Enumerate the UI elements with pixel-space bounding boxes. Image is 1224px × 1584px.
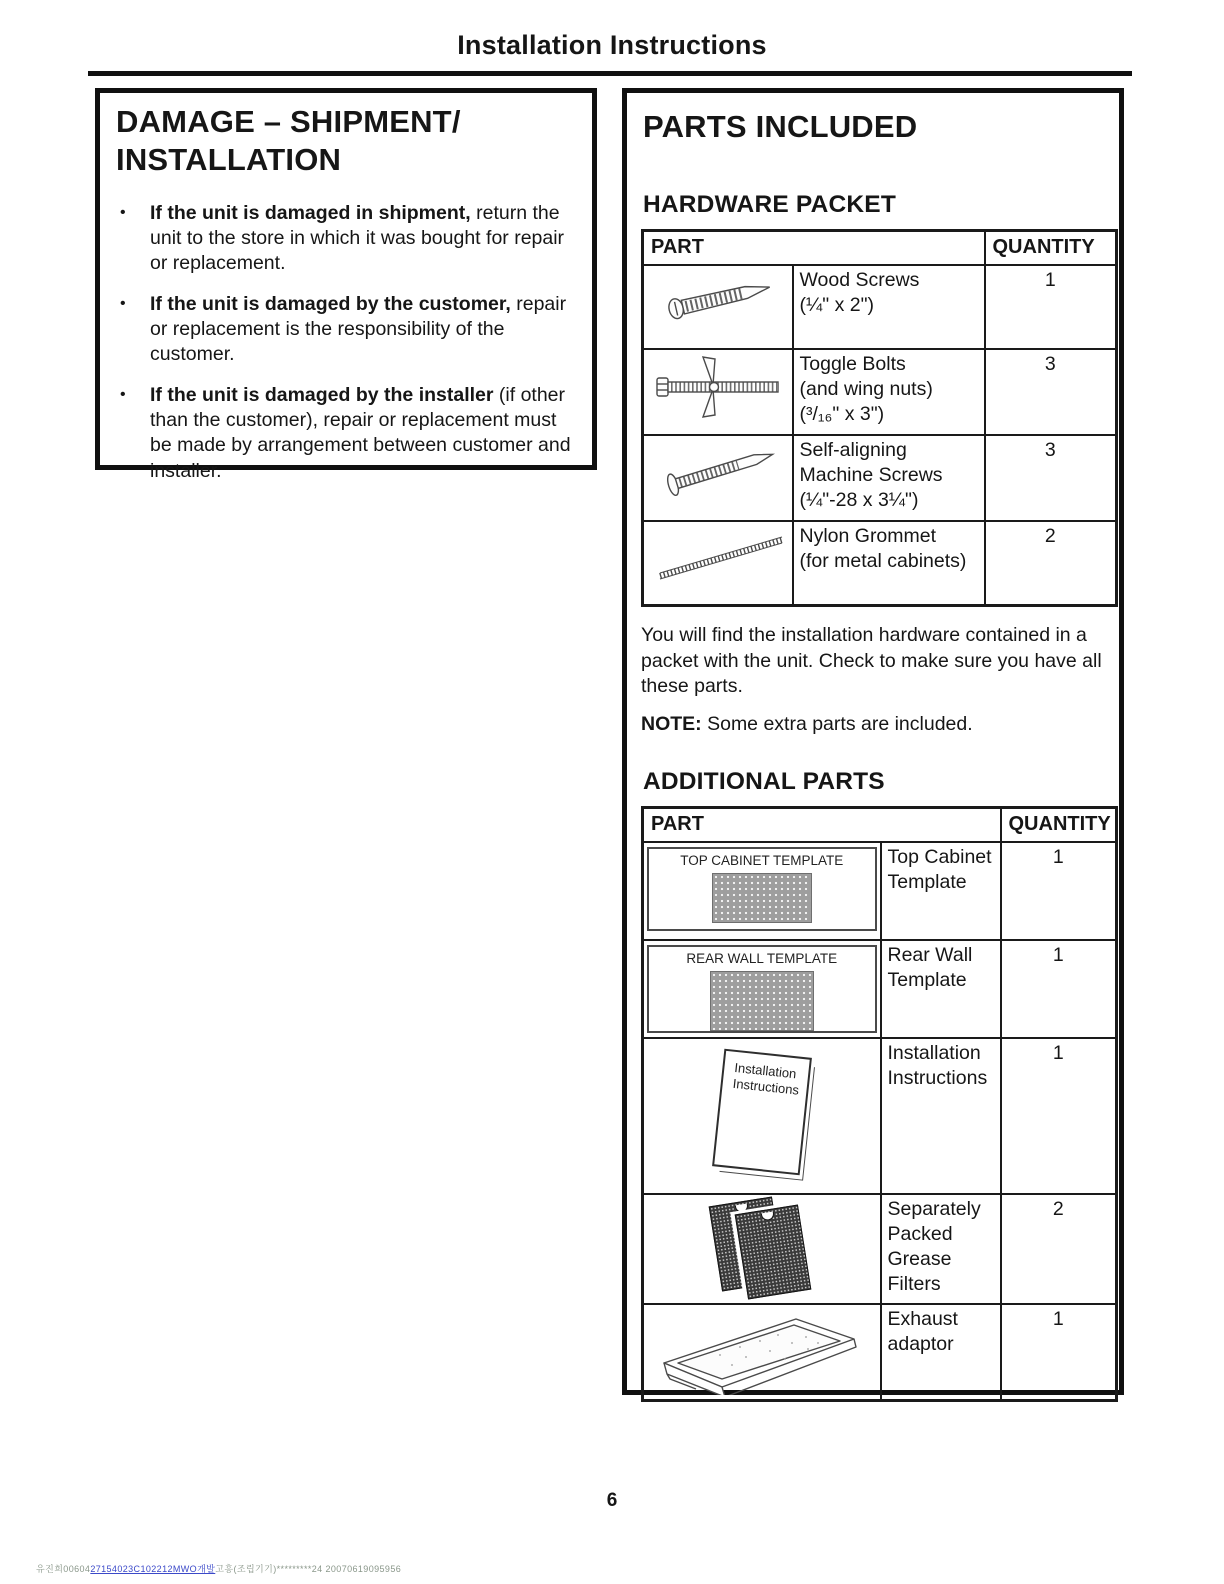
template-caption: TOP CABINET TEMPLATE	[680, 852, 844, 868]
parts-included-panel	[622, 88, 1124, 1395]
part-quantity: 1	[1001, 1038, 1117, 1194]
machine-screw-icon	[651, 438, 785, 504]
bullet-text	[150, 201, 574, 277]
hardware-note	[641, 712, 1119, 738]
top-cabinet-template-image	[647, 847, 877, 931]
part-line: Exhaust	[887, 1307, 958, 1330]
part-line: (for metal cabinets)	[799, 549, 967, 572]
part-description	[793, 435, 985, 521]
bullet-icon: •	[120, 385, 126, 403]
part-line: (¼" x 2")	[799, 293, 875, 316]
table-row	[643, 842, 1117, 940]
damage-bullet-list	[116, 201, 574, 484]
part-quantity: 1	[1001, 1304, 1117, 1401]
table-row	[643, 1194, 1117, 1304]
part-description	[881, 842, 1001, 940]
footer-watermark	[36, 1562, 401, 1575]
title-rule	[88, 71, 1132, 76]
table-header-row	[643, 231, 1117, 266]
grease-filter-icon	[734, 1204, 811, 1299]
hardware-body-text: You will find the installation hardware contained in a packet with the unit. Check to make sure you have all these parts.	[641, 624, 1102, 698]
part-line: Template	[887, 968, 967, 991]
part-line: Nylon Grommet	[799, 525, 937, 547]
damage-panel-title	[116, 103, 574, 179]
template-swatch	[710, 971, 814, 1031]
toggle-bolt-icon	[651, 352, 785, 422]
part-line: Filters	[887, 1272, 941, 1295]
damage-shipment-panel	[95, 88, 597, 482]
part-quantity: 2	[1001, 1194, 1117, 1304]
part-description	[881, 1194, 1001, 1304]
part-quantity: 3	[985, 349, 1117, 435]
hardware-packet-table	[641, 229, 1118, 607]
table-row	[643, 265, 1117, 349]
part-line: Wood Screws	[799, 269, 920, 291]
rear-wall-template-image	[647, 945, 877, 1033]
watermark-prefix: 유진희00604	[36, 1564, 91, 1574]
bullet-icon: •	[120, 294, 126, 312]
table-row	[643, 940, 1117, 1038]
column-header-quantity: QUANTITY	[1001, 807, 1117, 842]
part-line: Packed	[887, 1222, 953, 1245]
bullet-rest: return the unit to the store in which it was bought for repair or replacement.	[150, 201, 565, 275]
page-number: 6	[606, 1490, 618, 1511]
table-row	[643, 435, 1117, 521]
additional-parts-heading: ADDITIONAL PARTS	[643, 767, 885, 795]
table-row	[643, 1304, 1117, 1401]
bullet-text	[150, 292, 574, 368]
bullet-icon: •	[120, 203, 126, 221]
watermark-suffix: 고흥(조립기기)*********24 20070619095956	[215, 1564, 402, 1574]
table-row	[643, 349, 1117, 435]
damage-title-line1: DAMAGE – SHIPMENT/	[116, 104, 461, 139]
part-description	[881, 940, 1001, 1038]
list-item	[116, 201, 574, 277]
part-line: Toggle Bolts	[799, 353, 906, 375]
watermark-underlined-segment: 27154023C102212MWO개발	[90, 1564, 216, 1574]
part-description	[793, 265, 985, 349]
part-line: Template	[887, 870, 967, 893]
part-line: (³/₁₆" x 3")	[799, 402, 885, 425]
part-preview-cell	[643, 1194, 881, 1304]
note-text: Some extra parts are included.	[701, 713, 973, 736]
template-swatch	[712, 873, 812, 923]
part-preview-cell	[643, 1304, 881, 1401]
bullet-rest: (if other than the customer), repair or replacement must be made by arrangement between customer and installer.	[150, 383, 571, 482]
part-line: Self-aligning	[799, 439, 907, 461]
part-quantity: 1	[985, 265, 1117, 349]
column-header-quantity: QUANTITY	[985, 231, 1117, 266]
bullet-lead: If the unit is damaged in shipment,	[150, 201, 471, 224]
part-line: Instructions	[887, 1066, 988, 1089]
booklet-text-line: Instructions	[731, 1076, 800, 1098]
bullet-lead: If the unit is damaged by the installer	[150, 383, 494, 406]
page-title: Installation Instructions	[457, 30, 767, 60]
column-header-part: PART	[643, 807, 1001, 842]
bullet-text	[150, 383, 574, 484]
part-icon-cell	[643, 435, 793, 521]
part-preview-cell	[643, 940, 881, 1038]
installation-instructions-booklet-image	[712, 1049, 812, 1176]
part-icon-cell	[643, 521, 793, 606]
bullet-lead: If the unit is damaged by the customer,	[150, 292, 511, 315]
nylon-grommet-icon	[650, 524, 790, 586]
exhaust-adaptor-image	[650, 1307, 876, 1395]
part-line: Installation	[887, 1041, 981, 1064]
part-description	[881, 1304, 1001, 1401]
wood-screw-icon	[651, 268, 785, 330]
part-quantity: 1	[1001, 842, 1117, 940]
damage-title-line2: INSTALLATION	[116, 141, 342, 177]
part-line: Separately	[887, 1197, 981, 1220]
additional-parts-table	[641, 806, 1118, 1402]
part-line: adaptor	[887, 1332, 954, 1355]
part-icon-cell	[643, 349, 793, 435]
part-line: Grease	[887, 1247, 952, 1270]
part-preview-cell	[643, 1038, 881, 1194]
grease-filters-image	[697, 1199, 827, 1299]
bullet-rest: repair or replacement is the responsibility of the customer.	[150, 292, 567, 366]
part-description	[793, 349, 985, 435]
list-item	[116, 383, 574, 484]
hardware-packet-heading: HARDWARE PACKET	[643, 191, 896, 218]
part-description	[793, 521, 985, 606]
part-line: Machine Screws	[799, 463, 943, 486]
template-caption: REAR WALL TEMPLATE	[686, 950, 838, 966]
part-line: (and wing nuts)	[799, 377, 933, 400]
part-quantity: 3	[985, 435, 1117, 521]
part-preview-cell	[643, 842, 881, 940]
part-quantity: 1	[1001, 940, 1117, 1038]
column-header-part: PART	[643, 231, 985, 266]
table-header-row	[643, 807, 1117, 842]
booklet-text-line: Installation	[733, 1059, 797, 1082]
note-label: NOTE:	[641, 713, 702, 736]
part-line: (¼"-28 x 3¼")	[799, 488, 919, 511]
list-item	[116, 292, 574, 368]
part-icon-cell	[643, 265, 793, 349]
part-line: Rear Wall	[887, 943, 973, 966]
part-description	[881, 1038, 1001, 1194]
part-line: Top Cabinet	[887, 845, 992, 868]
parts-panel-title: PARTS INCLUDED	[643, 109, 918, 144]
table-row	[643, 521, 1117, 606]
table-row	[643, 1038, 1117, 1194]
part-quantity: 2	[985, 521, 1117, 606]
